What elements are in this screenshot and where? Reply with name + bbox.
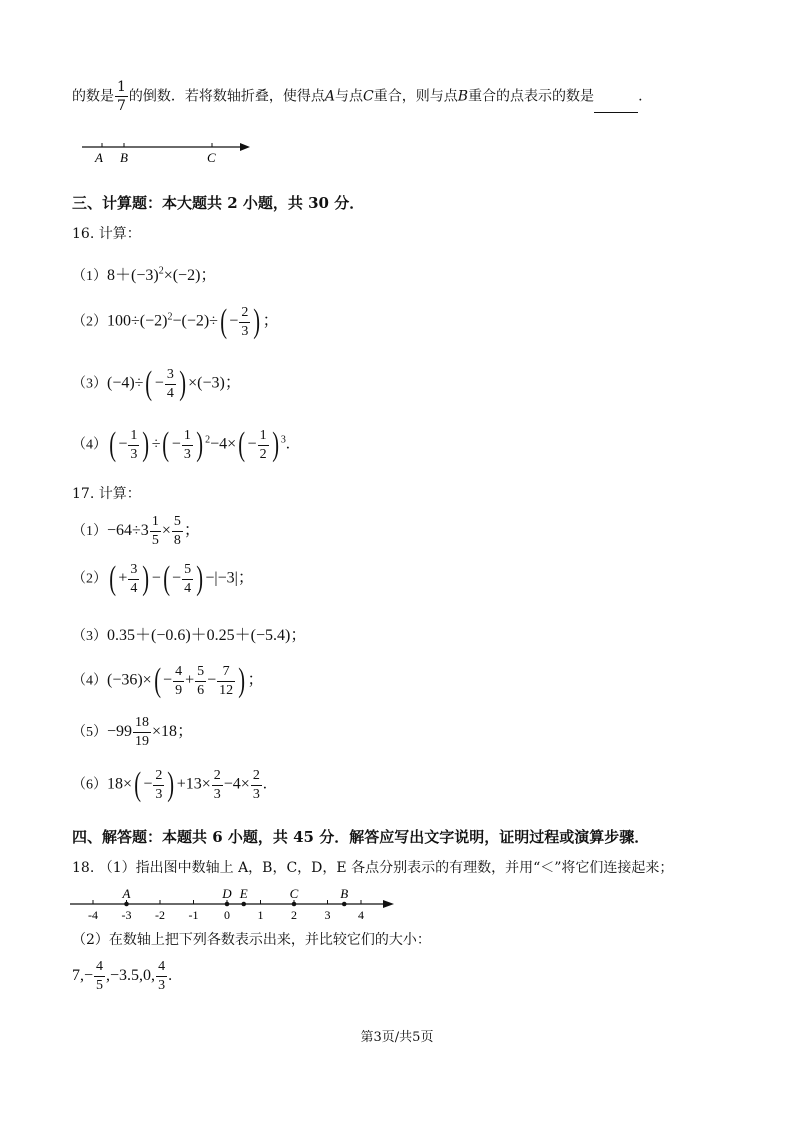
point-marker-b (342, 902, 347, 907)
fraction-1-7: $\frac{1}{7}$ (117, 79, 126, 114)
q18-part-1: 18. （1）指出图中数轴上 A，B，C，D，E 各点分别表示的有理数，并用“＜”将它们连接起来； (72, 860, 674, 876)
point-marker-c (292, 902, 297, 907)
section-4-title: 四、解答题：本题共 6 小题，共 45 分．解答应写出文字说明，证明过程或演算步骤． (72, 828, 650, 846)
tick-label: -2 (155, 908, 165, 922)
q16-part-4: （4）( − $\frac{1}{3}$ ) ÷( − $\frac{1}{3}$ ) $^2$−4×( − $\frac{1}{2}$ ) $^3$. (72, 426, 290, 463)
number-line-content (70, 886, 394, 922)
point-label-b: B (340, 886, 349, 901)
q17-part-4: （4）(−36)×( − $\frac{4}{9}$ + $\frac{5}{6}$ − $\frac{7}{12}$ ) ； (72, 662, 264, 699)
section-3-title: 三、计算题：本大题共 2 小题，共 30 分． (72, 194, 365, 212)
tick-label: -4 (88, 908, 98, 922)
q16-part-2: $(2)100\div(-2)^2-(-2)\div$( − $\frac{2}{3}$ ) ； (72, 303, 279, 340)
q15-tail: 的数是 $\frac{1}{7}$ 的倒数．若将数轴折叠，使得点A与点C重合，则与点B重合的点表示的数是 . (72, 79, 643, 114)
point-marker-a (124, 902, 129, 907)
q16-title: 16. 计算： (72, 226, 141, 242)
point-label-d: D (222, 886, 232, 901)
tick-label: 2 (291, 908, 297, 922)
tick-label: -3 (121, 908, 132, 922)
point-label-a: A (95, 150, 103, 165)
axis-arrow (383, 900, 394, 908)
point-label-c: C (289, 886, 299, 901)
tick-label: 3 (324, 908, 331, 922)
q18-number-list: 7,− $\frac{4}{5}$ ,−3.5,0, $\frac{4}{3}$ . (72, 959, 173, 993)
answer-blank[interactable] (594, 98, 638, 113)
point-label-b: B (120, 150, 128, 165)
point-label-e: E (239, 886, 248, 901)
q17-part-3: （3）0.35＋(−0.6)＋0.25＋(−5.4)； (72, 627, 307, 644)
tick-label: -1 (188, 908, 199, 922)
q17-part-5: （5）−99 $\frac{18}{19}$ ×18； (72, 715, 194, 749)
q18-part-2: （2）在数轴上把下列各数表示出来，并比较它们的大小： (72, 932, 431, 948)
number-line-abc (80, 138, 260, 168)
point-marker-e (241, 902, 246, 907)
point-label-c: C (207, 150, 216, 165)
q17-part-6: （6）18×( − $\frac{2}{3}$ ) +13× $\frac{2}{3}$ −4× $\frac{2}{3}$ . (72, 766, 267, 803)
q16-part-3: （3）(−4)÷( − $\frac{3}{4}$ ) ×(−3)； (72, 365, 241, 402)
number-line-abcde (68, 882, 402, 922)
tick-label: 4 (358, 908, 364, 922)
point-label-a: A (122, 886, 131, 901)
q17-part-1: （1）−64÷3 $\frac{1}{5}$ × $\frac{5}{8}$ ； (72, 514, 200, 548)
point-marker-d (225, 902, 230, 907)
q16-part-1: $(1)8+(-3)^2\times(-2)$； (72, 265, 217, 284)
tick-label: 1 (257, 908, 264, 922)
page-footer: 第3页/共5页 (360, 1030, 434, 1045)
tick-label: 0 (224, 908, 230, 922)
q17-title: 17. 计算： (72, 486, 141, 502)
q17-part-2: （2）( + $\frac{3}{4}$ ) −( − $\frac{5}{4}$ ) −|−3|； (72, 560, 254, 597)
